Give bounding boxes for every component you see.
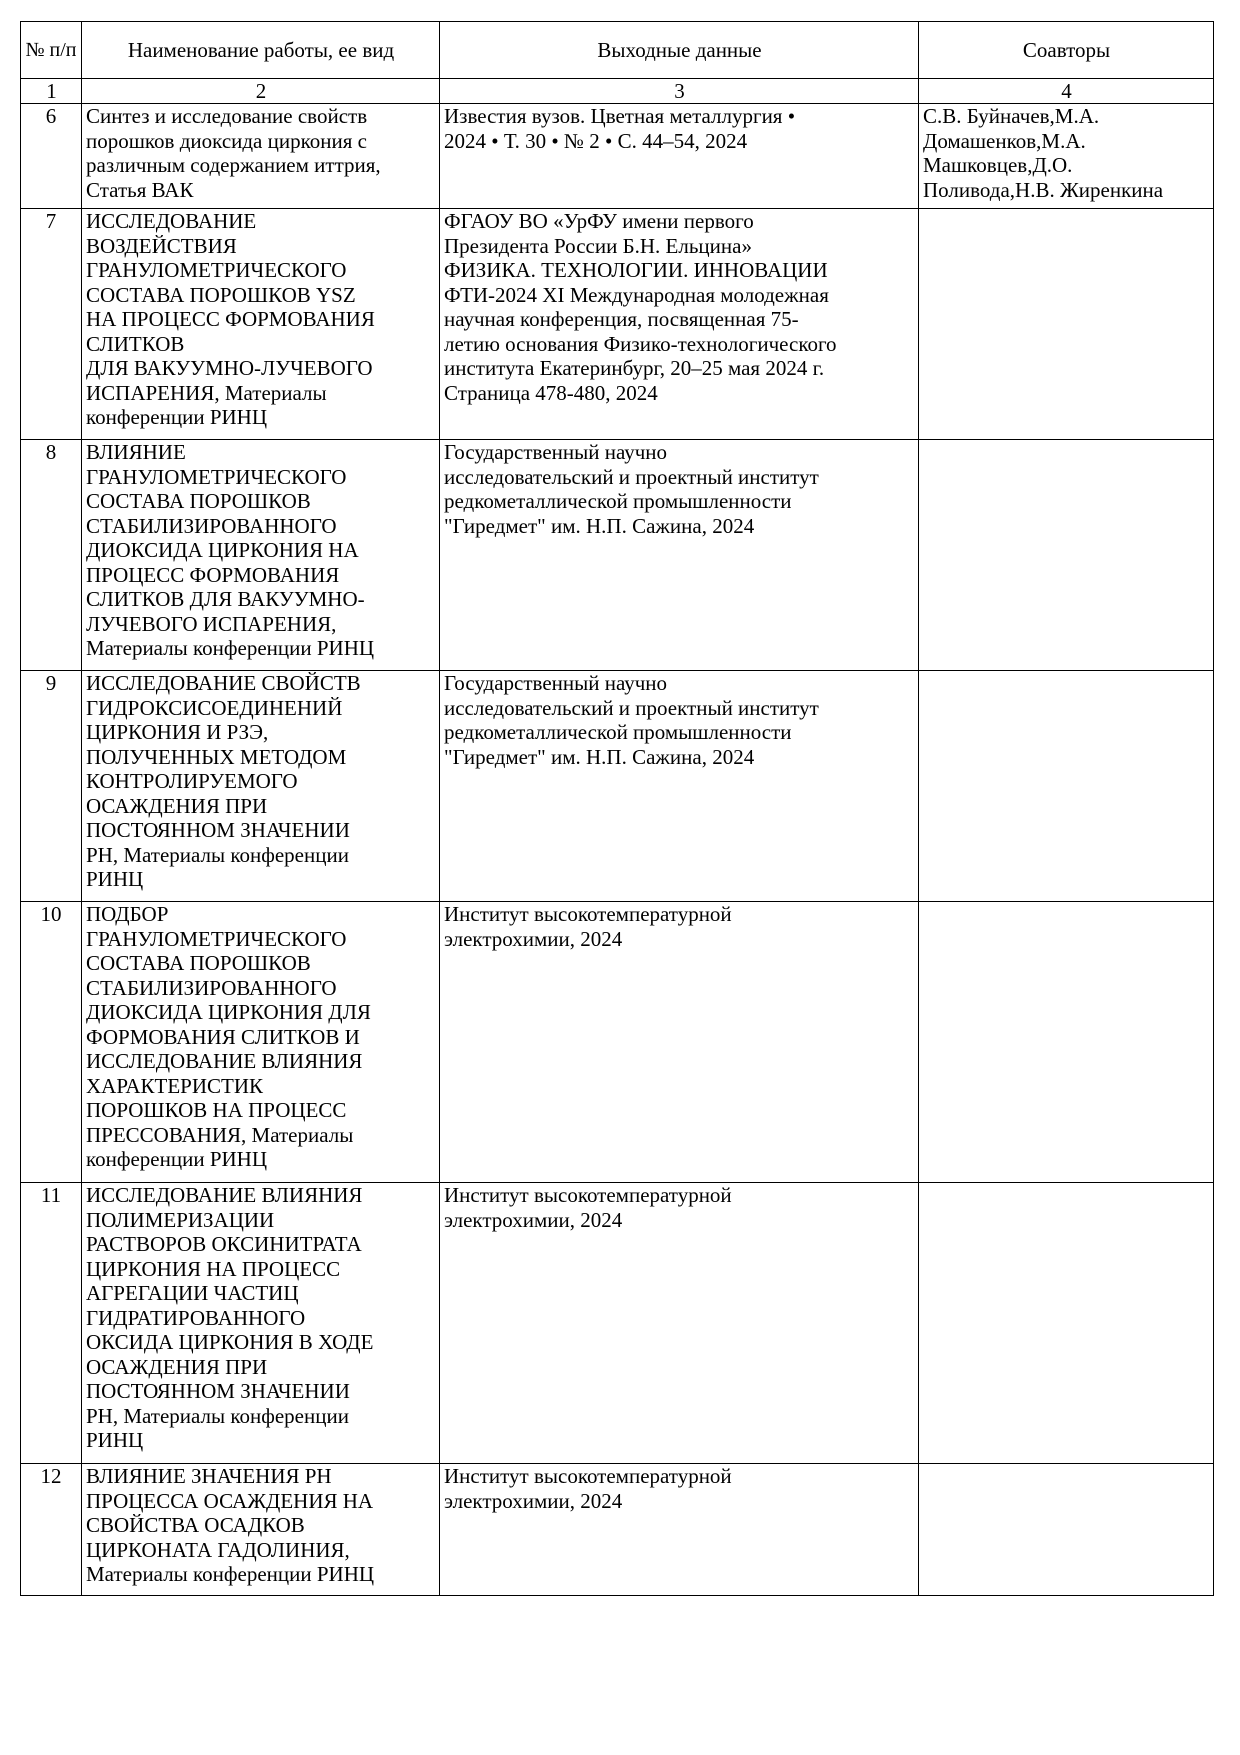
output-data: Институт высокотемпературной электрохимии, 2024 — [444, 1183, 732, 1232]
work-title-cell — [82, 209, 440, 440]
table-row — [21, 440, 1214, 671]
output-data: Государственный научно исследовательский и проектный институт редкометаллической промышленности "Гиредмет" им. Н.П. Сажина, 2024 — [444, 671, 819, 769]
table-header-row — [21, 22, 1214, 79]
column-number: 2 — [82, 79, 440, 104]
output-data: ФГАОУ ВО «УрФУ имени первого Президента России Б.Н. Ельцина» ФИЗИКА. ТЕХНОЛОГИИ. ИННОВАЦИИ ФТИ-2024 XI Международная молодежная научная конференция, посвященная 75- летию основания Физико-технологического института Екатеринбург, 20–25 мая 2024 г. Страница 478-480, 2024 — [444, 209, 837, 405]
coauthors-cell — [919, 209, 1214, 440]
work-title: ВЛИЯНИЕ ГРАНУЛОМЕТРИЧЕСКОГО СОСТАВА ПОРОШКОВ СТАБИЛИЗИРОВАННОГО ДИОКСИДА ЦИРКОНИЯ НА ПРОЦЕСС ФОРМОВАНИЯ СЛИТКОВ ДЛЯ ВАКУУМНО- ЛУЧЕВОГО ИСПАРЕНИЯ, Материалы конференции РИНЦ — [86, 440, 375, 660]
work-title-cell — [82, 104, 440, 209]
coauthors-cell — [919, 902, 1214, 1183]
header-output-data: Выходные данные — [440, 22, 919, 79]
row-number: 11 — [21, 1183, 82, 1464]
work-title-cell — [82, 671, 440, 902]
row-number: 9 — [21, 671, 82, 902]
output-data-cell — [440, 104, 919, 209]
column-number: 1 — [21, 79, 82, 104]
coauthors-cell — [919, 440, 1214, 671]
publications-table — [20, 21, 1214, 1596]
coauthors-cell — [919, 104, 1214, 209]
output-data-cell — [440, 440, 919, 671]
header-number: № п/п — [21, 22, 82, 79]
table-row — [21, 671, 1214, 902]
work-title: ПОДБОР ГРАНУЛОМЕТРИЧЕСКОГО СОСТАВА ПОРОШКОВ СТАБИЛИЗИРОВАННОГО ДИОКСИДА ЦИРКОНИЯ ДЛЯ ФОРМОВАНИЯ СЛИТКОВ И ИССЛЕДОВАНИЕ ВЛИЯНИЯ ХАРАКТЕРИСТИК ПОРОШКОВ НА ПРОЦЕСС ПРЕССОВАНИЯ, Материалы конференции РИНЦ — [86, 902, 371, 1171]
work-title: ИССЛЕДОВАНИЕ СВОЙСТВ ГИДРОКСИСОЕДИНЕНИЙ ЦИРКОНИЯ И РЗЭ, ПОЛУЧЕННЫХ МЕТОДОМ КОНТРОЛИРУЕМОГО ОСАЖДЕНИЯ ПРИ ПОСТОЯННОМ ЗНАЧЕНИИ РН, Материалы конференции РИНЦ — [86, 671, 361, 891]
work-title: ВЛИЯНИЕ ЗНАЧЕНИЯ РН ПРОЦЕССА ОСАЖДЕНИЯ НА СВОЙСТВА ОСАДКОВ ЦИРКОНАТА ГАДОЛИНИЯ, Материалы конференции РИНЦ — [86, 1464, 375, 1586]
header-work-title: Наименование работы, ее вид — [82, 22, 440, 79]
row-number: 6 — [21, 104, 82, 209]
column-numbers-row — [21, 79, 1214, 104]
header-coauthors: Соавторы — [919, 22, 1214, 79]
work-title: ИССЛЕДОВАНИЕ ВЛИЯНИЯ ПОЛИМЕРИЗАЦИИ РАСТВОРОВ ОКСИНИТРАТА ЦИРКОНИЯ НА ПРОЦЕСС АГРЕГАЦИИ ЧАСТИЦ ГИДРАТИРОВАННОГО ОКСИДА ЦИРКОНИЯ В ХОДЕ ОСАЖДЕНИЯ ПРИ ПОСТОЯННОМ ЗНАЧЕНИИ РН, Материалы конференции РИНЦ — [86, 1183, 374, 1452]
output-data-cell — [440, 902, 919, 1183]
output-data: Известия вузов. Цветная металлургия • 2024 • Т. 30 • № 2 • С. 44–54, 2024 — [444, 104, 796, 153]
work-title-cell — [82, 1464, 440, 1596]
column-number: 4 — [919, 79, 1214, 104]
coauthors-cell — [919, 1183, 1214, 1464]
table-row — [21, 1464, 1214, 1596]
coauthors: С.В. Буйначев,М.А. Домашенков,М.А. Машковцев,Д.О. Поливода,Н.В. Жиренкина — [923, 104, 1164, 202]
column-number: 3 — [440, 79, 919, 104]
output-data-cell — [440, 209, 919, 440]
row-number: 8 — [21, 440, 82, 671]
work-title-cell — [82, 902, 440, 1183]
output-data: Институт высокотемпературной электрохимии, 2024 — [444, 1464, 732, 1513]
row-number: 12 — [21, 1464, 82, 1596]
row-number: 10 — [21, 902, 82, 1183]
table-row — [21, 1183, 1214, 1464]
row-number: 7 — [21, 209, 82, 440]
output-data: Институт высокотемпературной электрохимии, 2024 — [444, 902, 732, 951]
output-data: Государственный научно исследовательский и проектный институт редкометаллической промышленности "Гиредмет" им. Н.П. Сажина, 2024 — [444, 440, 819, 538]
table-row — [21, 209, 1214, 440]
coauthors-cell — [919, 671, 1214, 902]
coauthors-cell — [919, 1464, 1214, 1596]
output-data-cell — [440, 1183, 919, 1464]
work-title: ИССЛЕДОВАНИЕ ВОЗДЕЙСТВИЯ ГРАНУЛОМЕТРИЧЕСКОГО СОСТАВА ПОРОШКОВ YSZ НА ПРОЦЕСС ФОРМОВАНИЯ СЛИТКОВ ДЛЯ ВАКУУМНО-ЛУЧЕВОГО ИСПАРЕНИЯ, Материалы конференции РИНЦ — [86, 209, 375, 429]
work-title-cell — [82, 440, 440, 671]
table-row — [21, 902, 1214, 1183]
table-row — [21, 104, 1214, 209]
output-data-cell — [440, 671, 919, 902]
work-title: Синтез и исследование свойств порошков диоксида циркония с различным содержанием иттрия, Статья ВАК — [86, 104, 381, 202]
output-data-cell — [440, 1464, 919, 1596]
work-title-cell — [82, 1183, 440, 1464]
